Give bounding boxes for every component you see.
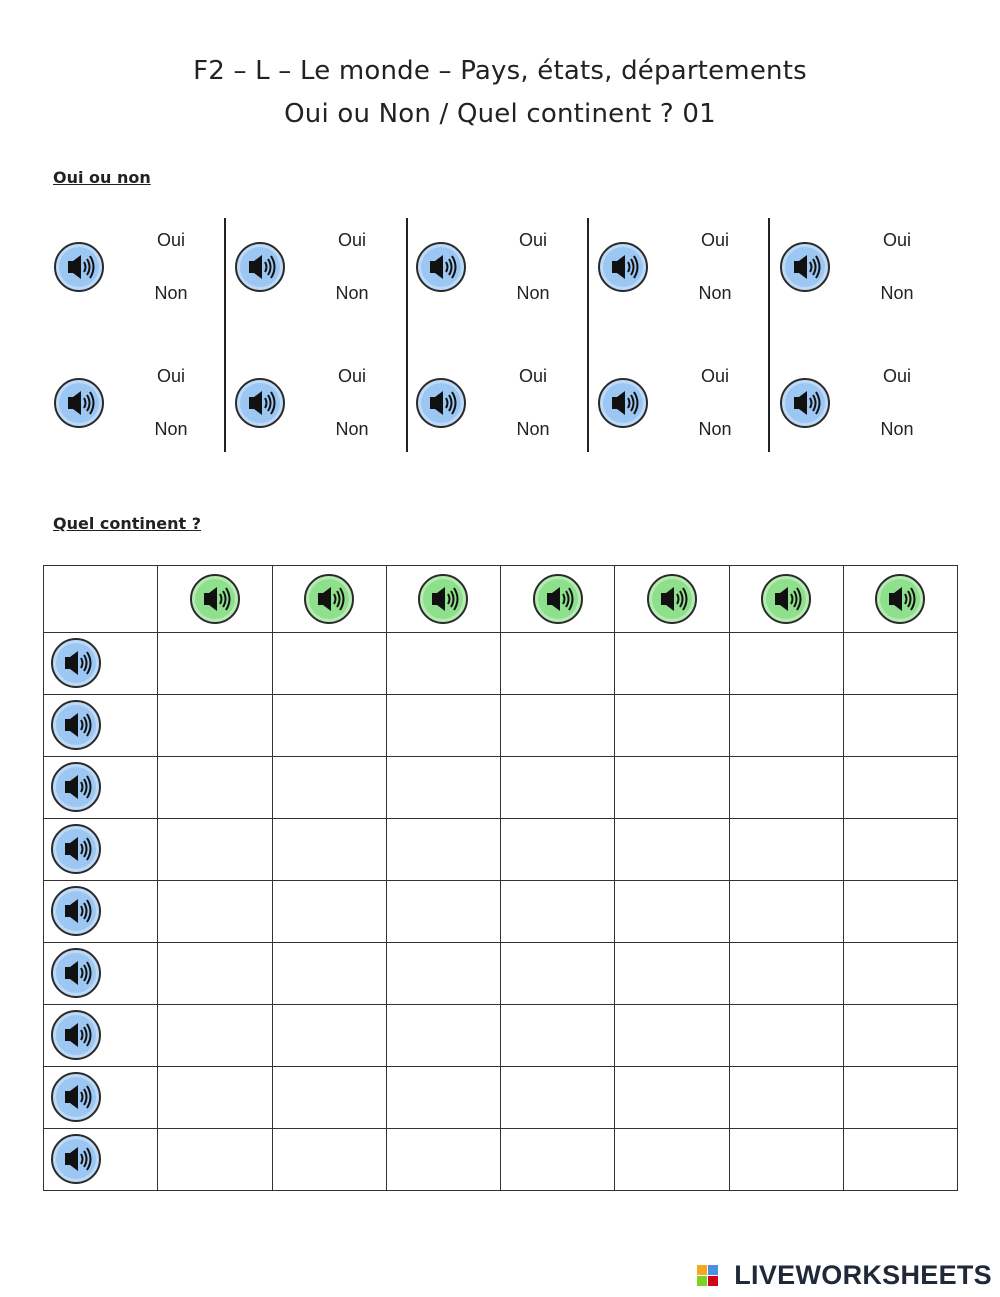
answer-cell[interactable]	[729, 881, 843, 943]
country-audio-button[interactable]	[51, 824, 101, 874]
answer-cell[interactable]	[615, 1067, 729, 1129]
speaker-icon	[53, 826, 99, 872]
answer-cell[interactable]	[272, 1067, 386, 1129]
answer-cell[interactable]	[501, 695, 615, 757]
country-header-cell	[44, 1129, 158, 1191]
speaker-icon	[763, 576, 809, 622]
continent-audio-button[interactable]	[190, 574, 240, 624]
speaker-icon	[237, 380, 283, 426]
answer-cell[interactable]	[386, 1067, 500, 1129]
country-audio-button[interactable]	[51, 948, 101, 998]
answer-cell[interactable]	[272, 1129, 386, 1191]
speaker-icon	[600, 380, 646, 426]
speaker-icon	[53, 640, 99, 686]
answer-cell[interactable]	[729, 633, 843, 695]
continent-header-cell	[386, 566, 500, 633]
continent-header-cell	[501, 566, 615, 633]
answer-cell[interactable]	[615, 633, 729, 695]
continent-header-cell	[272, 566, 386, 633]
audio-button[interactable]	[54, 242, 104, 292]
answer-cell[interactable]	[729, 1129, 843, 1191]
country-header-cell	[44, 633, 158, 695]
oui-option[interactable]: Oui	[518, 230, 547, 250]
grid-row	[44, 943, 958, 1005]
answer-cell[interactable]	[501, 881, 615, 943]
oui-option[interactable]: Oui	[337, 366, 366, 386]
country-audio-button[interactable]	[51, 700, 101, 750]
non-option[interactable]: Non	[698, 283, 732, 303]
grid-row	[44, 881, 958, 943]
column-divider	[587, 218, 589, 452]
worksheet-title: F2 – L – Le monde – Pays, états, départements	[193, 56, 807, 86]
oui-option[interactable]: Oui	[518, 366, 547, 386]
answer-cell[interactable]	[615, 943, 729, 1005]
country-header-cell	[44, 1067, 158, 1129]
answer-cell[interactable]	[272, 881, 386, 943]
answer-cell[interactable]	[843, 1067, 957, 1129]
speaker-icon	[306, 576, 352, 622]
answer-cell[interactable]	[272, 943, 386, 1005]
speaker-icon	[56, 244, 102, 290]
answer-cell[interactable]	[615, 1129, 729, 1191]
section-heading-oui-ou-non: Oui ou non	[53, 168, 151, 187]
country-audio-button[interactable]	[51, 638, 101, 688]
answer-cell[interactable]	[158, 819, 272, 881]
speaker-icon	[53, 1074, 99, 1120]
grid-row	[44, 1129, 958, 1191]
non-option[interactable]: Non	[335, 419, 369, 439]
speaker-icon	[782, 244, 828, 290]
country-header-cell	[44, 1005, 158, 1067]
answer-cell[interactable]	[501, 1005, 615, 1067]
audio-button[interactable]	[54, 378, 104, 428]
oui-option[interactable]: Oui	[882, 230, 911, 250]
answer-cell[interactable]	[843, 943, 957, 1005]
country-audio-button[interactable]	[51, 762, 101, 812]
continent-header-cell	[729, 566, 843, 633]
answer-cell[interactable]	[272, 1005, 386, 1067]
answer-cell[interactable]	[729, 695, 843, 757]
answer-cell[interactable]	[386, 695, 500, 757]
answer-cell[interactable]	[158, 1067, 272, 1129]
grid-row	[44, 633, 958, 695]
speaker-icon	[420, 576, 466, 622]
answer-cell[interactable]	[615, 695, 729, 757]
answer-cell[interactable]	[843, 1129, 957, 1191]
non-option[interactable]: Non	[516, 283, 550, 303]
section-heading-quel-continent: Quel continent ?	[53, 514, 202, 533]
answer-cell[interactable]	[501, 757, 615, 819]
continent-header-cell	[615, 566, 729, 633]
country-header-cell	[44, 819, 158, 881]
grid-row	[44, 819, 958, 881]
audio-button[interactable]	[780, 378, 830, 428]
answer-cell[interactable]	[729, 757, 843, 819]
continent-header-cell	[843, 566, 957, 633]
country-header-cell	[44, 943, 158, 1005]
country-audio-button[interactable]	[51, 1134, 101, 1184]
continent-audio-button[interactable]	[761, 574, 811, 624]
column-divider	[406, 218, 408, 452]
speaker-icon	[192, 576, 238, 622]
answer-cell[interactable]	[272, 633, 386, 695]
continent-audio-button[interactable]	[647, 574, 697, 624]
continent-audio-button[interactable]	[875, 574, 925, 624]
country-header-cell	[44, 695, 158, 757]
answer-cell[interactable]	[729, 943, 843, 1005]
answer-cell[interactable]	[386, 943, 500, 1005]
answer-cell[interactable]	[843, 819, 957, 881]
non-option[interactable]: Non	[880, 283, 914, 303]
answer-cell[interactable]	[386, 881, 500, 943]
answer-cell[interactable]	[501, 1129, 615, 1191]
grid-row	[44, 695, 958, 757]
non-option[interactable]: Non	[154, 283, 188, 303]
grid-row	[44, 1067, 958, 1129]
answer-cell[interactable]	[386, 1005, 500, 1067]
audio-button[interactable]	[235, 242, 285, 292]
answer-cell[interactable]	[615, 1005, 729, 1067]
speaker-icon	[418, 244, 464, 290]
answer-cell[interactable]	[386, 1129, 500, 1191]
answer-cell[interactable]	[501, 819, 615, 881]
answer-cell[interactable]	[843, 633, 957, 695]
speaker-icon	[237, 244, 283, 290]
continent-grid	[43, 565, 958, 1191]
speaker-icon	[53, 764, 99, 810]
grid-row	[44, 1005, 958, 1067]
audio-button[interactable]	[598, 242, 648, 292]
answer-cell[interactable]	[272, 695, 386, 757]
audio-button[interactable]	[598, 378, 648, 428]
continent-audio-button[interactable]	[533, 574, 583, 624]
answer-cell[interactable]	[158, 633, 272, 695]
oui-option[interactable]: Oui	[156, 230, 185, 250]
audio-button[interactable]	[235, 378, 285, 428]
column-divider	[768, 218, 770, 452]
oui-option[interactable]: Oui	[156, 366, 185, 386]
liveworksheets-brand: LIVEWORKSHEETS	[734, 1260, 992, 1290]
continent-header-cell	[158, 566, 272, 633]
answer-cell[interactable]	[158, 1129, 272, 1191]
speaker-icon	[53, 702, 99, 748]
oui-option[interactable]: Oui	[700, 366, 729, 386]
answer-cell[interactable]	[158, 1005, 272, 1067]
speaker-icon	[53, 1012, 99, 1058]
answer-cell[interactable]	[272, 757, 386, 819]
speaker-icon	[56, 380, 102, 426]
non-option[interactable]: Non	[154, 419, 188, 439]
answer-cell[interactable]	[158, 881, 272, 943]
answer-cell[interactable]	[729, 819, 843, 881]
answer-cell[interactable]	[843, 1005, 957, 1067]
speaker-icon	[53, 888, 99, 934]
answer-cell[interactable]	[501, 943, 615, 1005]
country-audio-button[interactable]	[51, 1072, 101, 1122]
oui-option[interactable]: Oui	[882, 366, 911, 386]
country-header-cell	[44, 757, 158, 819]
answer-cell[interactable]	[158, 943, 272, 1005]
audio-button[interactable]	[780, 242, 830, 292]
answer-cell[interactable]	[501, 633, 615, 695]
answer-cell[interactable]	[158, 757, 272, 819]
audio-button[interactable]	[416, 378, 466, 428]
liveworksheets-logo-icon	[697, 1265, 719, 1287]
answer-cell[interactable]	[615, 819, 729, 881]
non-option[interactable]: Non	[516, 419, 550, 439]
speaker-icon	[649, 576, 695, 622]
speaker-icon	[418, 380, 464, 426]
continent-audio-button[interactable]	[304, 574, 354, 624]
worksheet-subtitle: Oui ou Non / Quel continent ? 01	[284, 99, 716, 129]
answer-cell[interactable]	[615, 757, 729, 819]
answer-cell[interactable]	[386, 633, 500, 695]
answer-cell[interactable]	[386, 819, 500, 881]
speaker-icon	[877, 576, 923, 622]
answer-cell[interactable]	[843, 881, 957, 943]
country-header-cell	[44, 881, 158, 943]
speaker-icon	[782, 380, 828, 426]
oui-option[interactable]: Oui	[700, 230, 729, 250]
grid-header-row	[44, 566, 958, 633]
answer-cell[interactable]	[501, 1067, 615, 1129]
oui-option[interactable]: Oui	[337, 230, 366, 250]
answer-cell[interactable]	[615, 881, 729, 943]
speaker-icon	[53, 1136, 99, 1182]
country-audio-button[interactable]	[51, 1010, 101, 1060]
answer-cell[interactable]	[158, 695, 272, 757]
answer-cell[interactable]	[843, 757, 957, 819]
answer-cell[interactable]	[729, 1005, 843, 1067]
column-divider	[224, 218, 226, 452]
answer-cell[interactable]	[272, 819, 386, 881]
speaker-icon	[53, 950, 99, 996]
non-option[interactable]: Non	[880, 419, 914, 439]
audio-button[interactable]	[416, 242, 466, 292]
country-audio-button[interactable]	[51, 886, 101, 936]
speaker-icon	[535, 576, 581, 622]
continent-audio-button[interactable]	[418, 574, 468, 624]
answer-cell[interactable]	[843, 695, 957, 757]
answer-cell[interactable]	[386, 757, 500, 819]
grid-corner-cell	[44, 566, 158, 633]
grid-row	[44, 757, 958, 819]
non-option[interactable]: Non	[698, 419, 732, 439]
answer-cell[interactable]	[729, 1067, 843, 1129]
speaker-icon	[600, 244, 646, 290]
non-option[interactable]: Non	[335, 283, 369, 303]
